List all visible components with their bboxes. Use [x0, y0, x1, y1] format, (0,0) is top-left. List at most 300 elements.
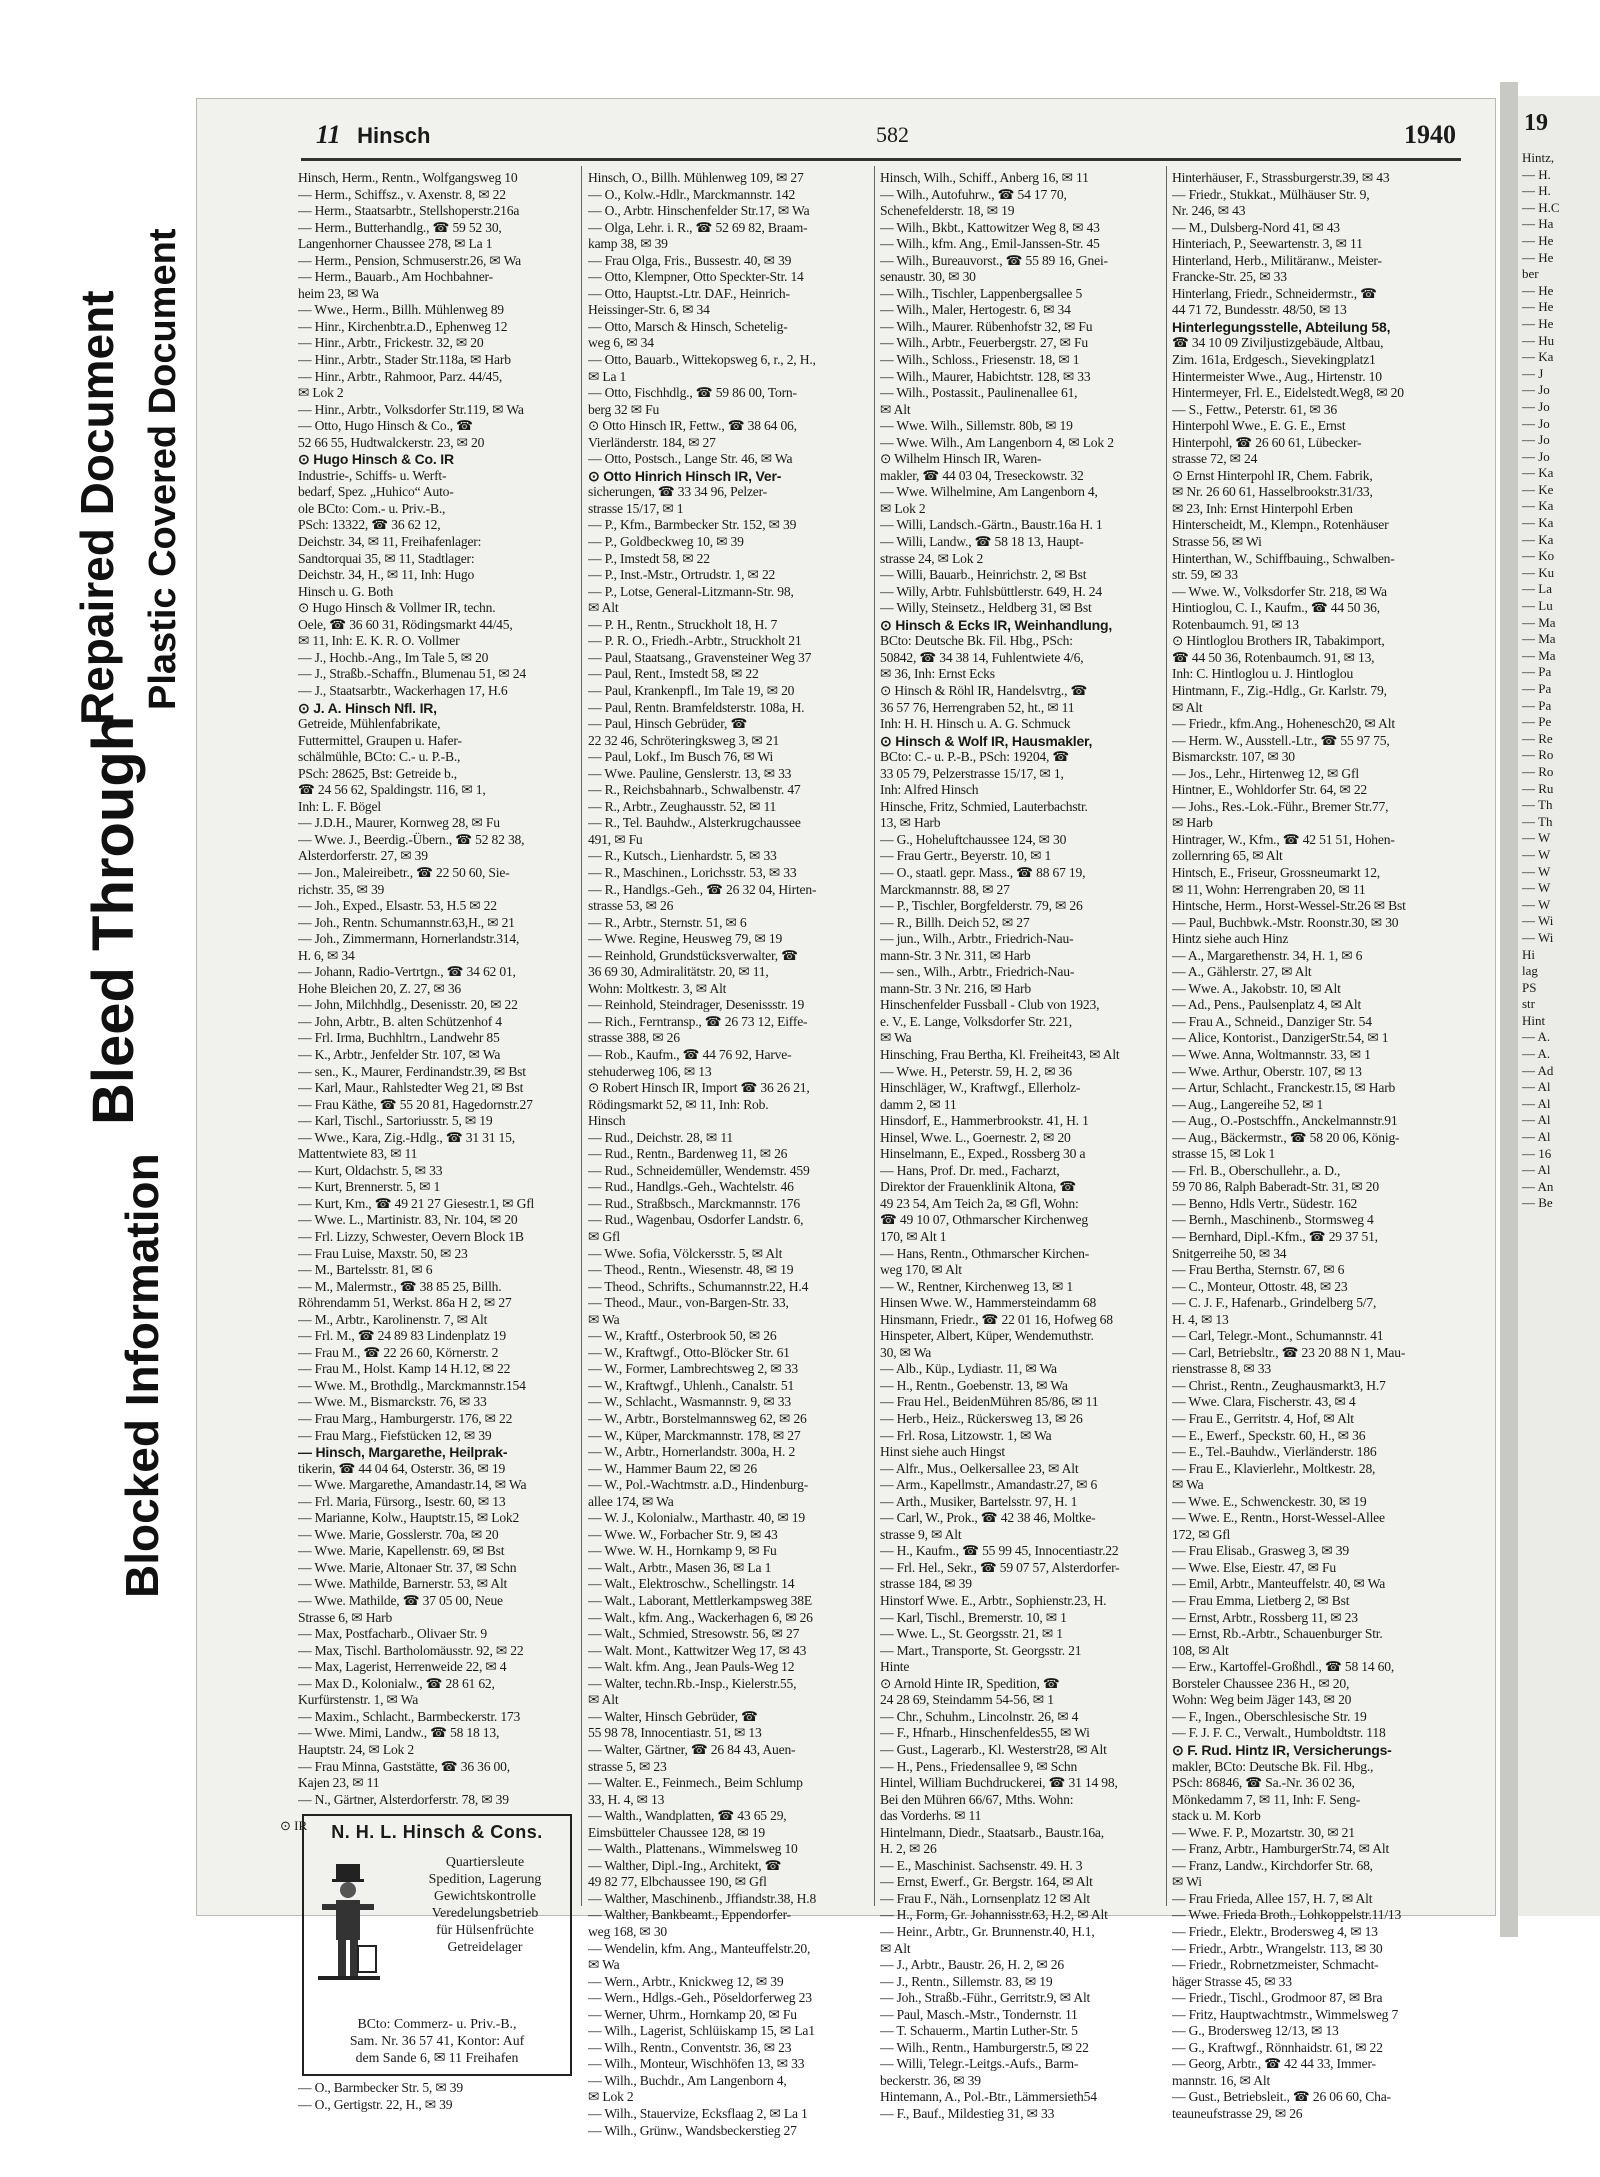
directory-entry: — Walth., Plattenans., Wimmelsweg 10: [588, 1841, 798, 1857]
directory-entry: ✉ Alt: [880, 1940, 911, 1956]
directory-entry: 108, ✉ Alt: [1172, 1642, 1229, 1658]
directory-entry: — Paul, Hinsch Gebrüder, ☎: [588, 716, 748, 732]
directory-entry: — S., Fettw., Peterstr. 61, ✉ 36: [1172, 401, 1337, 417]
directory-entry: — Max, Postfacharb., Olivaer Str. 9: [298, 1626, 487, 1642]
directory-entry: — Johs., Res.-Lok.-Führ., Bremer Str.77,: [1172, 798, 1389, 814]
directory-entry: — Wwe. A., Jakobstr. 10, ✉ Alt: [1172, 980, 1341, 996]
directory-entry: ☎ 34 10 09 Ziviljustizgebäude, Altbau,: [1172, 335, 1384, 351]
directory-entry: — W., Hammer Baum 22, ✉ 26: [588, 1460, 757, 1476]
next-page-fragment: — Jo: [1522, 382, 1550, 398]
directory-entry: — R., Arbtr., Zeughausstr. 52, ✉ 11: [588, 798, 777, 814]
next-page-fragment: — He: [1522, 315, 1554, 331]
directory-entry: — Hinsch, Margarethe, Heilprak-: [298, 1444, 508, 1461]
next-page-fragment: — Ma: [1522, 647, 1556, 663]
directory-entry: — Friedr., Stukkat., Mülhäuser Str. 9,: [1172, 186, 1370, 202]
directory-entry: Hintioglou, C. I., Kaufm., ☎ 44 50 36,: [1172, 600, 1380, 616]
next-page-fragment: — Jo: [1522, 432, 1550, 448]
next-page-fragment: — Ma: [1522, 614, 1556, 630]
directory-entry: — M., Dulsberg-Nord 41, ✉ 43: [1172, 219, 1340, 235]
directory-entry: — R., Reichsbahnarb., Schwalbenstr. 47: [588, 782, 801, 798]
directory-entry: ✉ Gfl: [588, 1229, 620, 1244]
directory-entry: — Wilh., kfm. Ang., Emil-Janssen-Str. 45: [880, 236, 1100, 252]
next-page-fragment: — Al: [1522, 1129, 1551, 1145]
directory-entry: — R., Tel. Bauhdw., Alsterkrugchaussee: [588, 815, 801, 831]
next-page-fragment: — He: [1522, 232, 1554, 248]
directory-entry: — Wwe. W. H., Hornkamp 9, ✉ Fu: [588, 1543, 777, 1559]
directory-entry: — P., Kfm., Barmbecker Str. 152, ✉ 39: [588, 517, 797, 533]
next-page-fragment: — Wi: [1522, 929, 1554, 945]
directory-entry: — Wwe. Wilh., Sillemstr. 80b, ✉ 19: [880, 418, 1073, 434]
directory-entry: — Wwe. Arthur, Oberstr. 107, ✉ 13: [1172, 1063, 1362, 1079]
directory-entry: — jun., Wilh., Arbtr., Friedrich-Nau-: [880, 931, 1074, 947]
next-page-fragment: — Ka: [1522, 531, 1554, 547]
directory-entry: Hinsche, Fritz, Schmied, Lauterbachstr.: [880, 798, 1088, 814]
directory-entry: — Paul, Lokf., Im Busch 76, ✉ Wi: [588, 749, 774, 765]
directory-entry: — Otto, Bauarb., Wittekopsweg 6, r., 2, H.,: [588, 352, 816, 368]
next-page-year: 19: [1524, 110, 1548, 136]
directory-entry: 55 98 78, Innocentiastr. 51, ✉ 13: [588, 1725, 762, 1741]
directory-entry: strasse 15, ✉ Lok 1: [1172, 1146, 1276, 1162]
directory-entry: — Carl, W., Prok., ☎ 42 38 46, Moltke-: [880, 1510, 1096, 1526]
directory-entry: — Frau Elisab., Grasweg 3, ✉ 39: [1172, 1543, 1349, 1559]
directory-entry: ✉ Wa: [1172, 1477, 1204, 1493]
directory-entry: — Wwe. J., Beerdig.-Übern., ☎ 52 82 38,: [298, 831, 525, 847]
directory-entry: ✉ Alt: [880, 401, 911, 417]
directory-entry: — Wwe. Else, Eiestr. 47, ✉ Fu: [1172, 1559, 1336, 1575]
directory-entry: H. 6, ✉ 34: [298, 947, 355, 963]
directory-entry: Hintemann, A., Pol.-Btr., Lämmersieth54: [880, 2089, 1097, 2105]
advertisement-box: [280, 1814, 572, 2076]
directory-entry: — Walt., kfm. Ang., Wackerhagen 6, ✉ 26: [588, 1609, 813, 1625]
ad-line: Quartiersleute: [445, 1854, 525, 1870]
directory-entry: — Hinr., Arbtr., Stader Str.118a, ✉ Harb: [298, 352, 511, 368]
directory-entry: rienstrasse 8, ✉ 33: [1172, 1361, 1271, 1377]
directory-entry: weg 6, ✉ 34: [588, 335, 654, 351]
directory-entry: Hinterhäuser, F., Strassburgerstr.39, ✉ 43: [1172, 170, 1390, 185]
directory-entry: — Wilh., Grünw., Wandsbeckerstieg 27: [588, 2122, 797, 2138]
directory-entry: — John, Arbtr., B. alten Schützenhof 4: [298, 1013, 502, 1029]
directory-entry: Direktor der Frauenklinik Altona, ☎: [880, 1179, 1077, 1195]
directory-entry: — Rud., Deichstr. 28, ✉ 11: [588, 1129, 734, 1145]
next-page-fragment: — Ko: [1522, 548, 1555, 564]
directory-entry: — Bernhard, Dipl.-Kfm., ☎ 29 37 51,: [1172, 1229, 1378, 1244]
next-page-fragment: — He: [1522, 282, 1554, 298]
directory-entry: Hinsch: [588, 1113, 626, 1129]
directory-entry: — Walter, techn.Rb.-Insp., Kielerstr.55,: [588, 1675, 797, 1691]
directory-entry: — H., Form, Gr. Johannisstr.63, H.2, ✉ Alt: [880, 1907, 1108, 1923]
directory-entry: — Herm., Schiffsz., v. Axenstr. 8, ✉ 22: [298, 186, 506, 202]
directory-entry: strasse 15/17, ✉ 1: [588, 500, 684, 516]
directory-entry: — Hans, Prof. Dr. med., Facharzt,: [880, 1162, 1060, 1178]
blocked-information-label: Blocked Information: [116, 1153, 168, 1598]
directory-entry: — J., Staatsarbtr., Wackerhagen 17, H.6: [298, 682, 508, 698]
directory-entry: 24 28 69, Steindamm 54-56, ✉ 1: [880, 1692, 1054, 1708]
next-page-fragment: — Th: [1522, 813, 1553, 829]
directory-entry: Kurfürstenstr. 1, ✉ Wa: [298, 1692, 419, 1708]
directory-entry: 49 82 77, Elbchaussee 190, ✉ Gfl: [588, 1874, 767, 1890]
next-page-fragment: — Ru: [1522, 780, 1554, 796]
directory-entry: ✉ Nr. 26 60 61, Hasselbrookstr.31/33,: [1172, 484, 1373, 500]
directory-entry: — Wilh., Stauervize, Ecksflaag 2, ✉ La 1: [588, 2105, 808, 2121]
directory-entry: ⊙ F. Rud. Hintz IR, Versicherungs-: [1172, 1741, 1392, 1758]
next-page-fragment: Hintz,: [1522, 150, 1555, 165]
directory-entry: 33 05 79, Pelzerstrasse 15/17, ✉ 1,: [880, 765, 1064, 781]
directory-entry: — Joh., Rentn. Schumannstr.63,H., ✉ 21: [298, 914, 515, 930]
ad-contact-line: Sam. Nr. 36 57 41, Kontor: Auf: [349, 2033, 525, 2049]
directory-entry: — Frau Käthe, ☎ 55 20 81, Hagedornstr.27: [298, 1096, 533, 1112]
directory-entry: makler, ☎ 44 03 04, Treseckowstr. 32: [880, 467, 1084, 483]
directory-entry: — Rud., Rentn., Bardenweg 11, ✉ 26: [588, 1146, 788, 1162]
directory-entry: — O., Arbtr. Hinschenfelder Str.17, ✉ Wa: [588, 203, 810, 219]
directory-entry: Kajen 23, ✉ 11: [298, 1775, 380, 1791]
directory-entry: ✉ Lok 2: [880, 500, 926, 516]
next-page-fragment: ber: [1522, 266, 1539, 282]
directory-entry: — Wwe., Herm., Billh. Mühlenweg 89: [298, 302, 504, 318]
directory-entry: — Wwe. Marie, Gosslerstr. 70a, ✉ 20: [298, 1526, 499, 1542]
directory-entry: ⊙ Otto Hinsch IR, Fettw., ☎ 38 64 06,: [588, 418, 797, 434]
directory-entry: — Wwe. Margarethe, Amandastr.14, ✉ Wa: [298, 1477, 527, 1493]
directory-entry: Inh: Alfred Hinsch: [880, 782, 979, 798]
directory-entry: — Arm., Kapellmstr., Amandastr.27, ✉ 6: [880, 1477, 1098, 1493]
directory-entry: — Fritz, Hauptwachtmstr., Wimmelsweg 7: [1172, 2006, 1399, 2022]
directory-entry: — Wwe. Mathilde, Barnerstr. 53, ✉ Alt: [298, 1576, 508, 1592]
column-1: [280, 170, 576, 2113]
directory-entry: — W., Kraftwgf., Otto-Blöcker Str. 61: [588, 1344, 790, 1360]
directory-entry: — R., Kutsch., Lienhardstr. 5, ✉ 33: [588, 848, 777, 864]
directory-entry: ⊙ Hugo Hinsch & Vollmer IR, techn.: [298, 600, 496, 616]
ad-services: [406, 1853, 564, 1955]
directory-entry: — Christ., Rentn., Zeughausmarkt3, H.7: [1172, 1377, 1386, 1393]
directory-entry: ✉ Wi: [1172, 1874, 1202, 1890]
directory-entry: — Rud., Straßbsch., Marckmannstr. 176: [588, 1195, 800, 1211]
directory-entry: ⊙ Hinsch & Wolf IR, Hausmakler,: [880, 732, 1093, 749]
directory-entry: — Frau Marg., Fiefstücken 12, ✉ 39: [298, 1427, 492, 1443]
directory-entry: Hinsch u. G. Both: [298, 583, 394, 599]
directory-entry: Hinte: [880, 1659, 910, 1675]
directory-entry: — Rud., Handlgs.-Geh., Wachtelstr. 46: [588, 1179, 794, 1195]
directory-entry: — K., Arbtr., Jenfelder Str. 107, ✉ Wa: [298, 1046, 501, 1062]
directory-entry: Hauptstr. 24, ✉ Lok 2: [298, 1741, 414, 1757]
directory-entry: Hinspeter, Albert, Küper, Wendemuthstr.: [880, 1328, 1094, 1344]
directory-entry: — W., Küper, Marckmannstr. 178, ✉ 27: [588, 1427, 801, 1443]
directory-entry: — sen., K., Maurer, Ferdinandstr.39, ✉ Bst: [298, 1063, 526, 1079]
directory-entry: — Rich., Ferntransp., ☎ 26 73 12, Eiffe-: [588, 1013, 808, 1029]
directory-entry: ⊙ Hinsch & Ecks IR, Weinhandlung,: [880, 616, 1113, 633]
directory-entry: — Alb., Küp., Lydiastr. 11, ✉ Wa: [880, 1361, 1057, 1377]
directory-entry: bedarf, Spez. „Huhico“ Auto-: [298, 484, 454, 500]
next-page-fragment: — Be: [1522, 1195, 1553, 1211]
column-4: [1172, 170, 1450, 2123]
directory-entry: — C. J. F., Hafenarb., Grindelberg 5/7,: [1172, 1295, 1377, 1311]
directory-entry: — Wilh., Bkbt., Kattowitzer Weg 8, ✉ 43: [880, 219, 1100, 235]
directory-entry: — Franz, Landw., Kirchdorfer Str. 68,: [1172, 1857, 1373, 1873]
directory-entry: — J., Hochb.-Ang., Im Tale 5, ✉ 20: [298, 649, 489, 665]
directory-entry: — Friedr., Elektr., Brodersweg 4, ✉ 13: [1172, 1923, 1378, 1939]
directory-entry: Hinterlang, Friedr., Schneidermstr., ☎: [1172, 285, 1377, 301]
directory-entry: — Wilh., Maurer. Rübenhofstr 32, ✉ Fu: [880, 318, 1093, 334]
directory-entry: Strasse 56, ✉ Wi: [1172, 534, 1262, 550]
directory-entry: — Wilh., Bureauvorst., ☎ 55 89 16, Gnei-: [880, 252, 1108, 268]
directory-entry: — Walth., Wandplatten, ☎ 43 65 29,: [588, 1808, 787, 1824]
directory-entry: senaustr. 30, ✉ 30: [880, 269, 976, 285]
directory-entry: — Werner, Uhrm., Hornkamp 20, ✉ Fu: [588, 2006, 797, 2022]
directory-entry: — Artur, Schlacht., Franckestr.15, ✉ Harb: [1172, 1080, 1396, 1096]
directory-entry: Mönkedamm 7, ✉ 11, Inh: F. Seng-: [1172, 1791, 1361, 1807]
directory-entry: — Paul, Krankenpfl., Im Tale 19, ✉ 20: [588, 682, 795, 698]
directory-entry: Hinteriach, P., Seewartenstr. 3, ✉ 11: [1172, 236, 1363, 252]
directory-entry: — Max D., Kolonialw., ☎ 28 61 62,: [298, 1675, 495, 1691]
directory-entry: — Walter, Gärtner, ☎ 26 84 43, Auen-: [588, 1741, 796, 1757]
directory-entry: H. 2, ✉ 26: [880, 1841, 937, 1857]
directory-entry: — C., Monteur, Ottostr. 48, ✉ 23: [1172, 1278, 1348, 1294]
directory-entry: berg 32 ✉ Fu: [588, 401, 660, 417]
directory-entry: — Wwe. Pauline, Genslerstr. 13, ✉ 33: [588, 765, 792, 781]
directory-entry: H. 4, ✉ 13: [1172, 1311, 1229, 1327]
next-page-fragment: PS: [1522, 979, 1537, 995]
next-page-fragment: — Al: [1522, 1112, 1551, 1128]
directory-entry: — Walt., Schmied, Stresowstr. 56, ✉ 27: [588, 1626, 800, 1642]
next-page-fragment: — Jo: [1522, 448, 1550, 464]
next-page-fragment: — Ha: [1522, 216, 1554, 232]
directory-entry: Futtermittel, Graupen u. Hafer-: [298, 732, 462, 748]
directory-entry: Francke-Str. 25, ✉ 33: [1172, 269, 1287, 285]
directory-entry: Hintelmann, Diedr., Staatsarb., Baustr.16a,: [880, 1824, 1104, 1840]
directory-entry: beckerstr. 36, ✉ 39: [880, 2072, 981, 2088]
page-edge: [1500, 82, 1518, 1937]
directory-entry: 172, ✉ Gfl: [1172, 1526, 1231, 1542]
directory-entry: strasse 184, ✉ 39: [880, 1576, 972, 1592]
directory-entry: — Arth., Musiker, Bartelsstr. 97, H. 1: [880, 1493, 1078, 1509]
directory-entry: — Ad., Pens., Paulsenplatz 4, ✉ Alt: [1172, 997, 1362, 1013]
directory-entry: — Rud., Schneidemüller, Wendemstr. 459: [588, 1162, 810, 1178]
directory-entry: Borsteler Chaussee 236 H., ✉ 20,: [1172, 1675, 1350, 1691]
directory-entry: — Paul, Rent., Imstedt 58, ✉ 22: [588, 666, 759, 682]
directory-entry: — Jon., Maleireibetr., ☎ 22 50 60, Sie-: [298, 864, 510, 880]
directory-entry: — Rud., Wagenbau, Osdorfer Landstr. 6,: [588, 1212, 804, 1228]
next-page-fragment: — W: [1522, 863, 1551, 879]
directory-entry: — Wilh., Maurer, Habichtstr. 128, ✉ 33: [880, 368, 1091, 384]
directory-entry: — Wwe. Mathilde, ☎ 37 05 00, Neue: [298, 1593, 503, 1609]
directory-entry: — Wilh., Lagerist, Schlüiskamp 15, ✉ La1: [588, 2023, 815, 2039]
directory-entry: — Paul, Staatsang., Gravensteiner Weg 37: [588, 649, 812, 665]
directory-entry: häger Strasse 45, ✉ 33: [1172, 1973, 1292, 1989]
directory-entry: Strasse 6, ✉ Harb: [298, 1609, 393, 1625]
directory-entry: ✉ Harb: [1172, 815, 1213, 831]
directory-entry: — Wwe. Mimi, Landw., ☎ 58 18 13,: [298, 1725, 500, 1741]
directory-entry: — Willi, Bauarb., Heinrichstr. 2, ✉ Bst: [880, 567, 1087, 583]
directory-entry: — Kurt, Oldachstr. 5, ✉ 33: [298, 1162, 443, 1178]
directory-entry: Hintsche, Herm., Horst-Wessel-Str.26 ✉ Bst: [1172, 898, 1406, 914]
directory-entry: Bismarckstr. 107, ✉ 30: [1172, 749, 1295, 765]
next-page-fragment: — Jo: [1522, 415, 1550, 431]
directory-entry: Hinselmann, E., Exped., Rossberg 30 a: [880, 1146, 1086, 1162]
directory-entry: ✉ Lok 2: [588, 2089, 634, 2105]
directory-entry: — Frau F., Näh., Lornsenplatz 12 ✉ Alt: [880, 1890, 1090, 1906]
directory-entry: — Erw., Kartoffel-Großhdl., ☎ 58 14 60,: [1172, 1659, 1395, 1675]
directory-entry: ✉ 36, Inh: Ernst Ecks: [880, 666, 995, 682]
directory-page: [196, 98, 1496, 2138]
directory-entry: BCto: Deutsche Bk. Fil. Hbg., PSch:: [880, 633, 1073, 649]
ad-mark: ⊙ IR: [280, 1818, 308, 1834]
directory-entry: Snitgerreihe 50, ✉ 34: [1172, 1245, 1287, 1261]
next-page-fragment: — An: [1522, 1178, 1554, 1194]
directory-entry: — W., Schlacht., Wasmannstr. 9, ✉ 33: [588, 1394, 791, 1410]
directory-entry: Hinschenfelder Fussball - Club von 1923,: [880, 997, 1100, 1013]
directory-entry: — E., Tel.-Bauhdw., Vierländerstr. 186: [1172, 1444, 1377, 1460]
directory-entry: Hinschläger, W., Kraftwgf., Ellerholz-: [880, 1080, 1081, 1096]
next-page-fragment: — Ke: [1522, 481, 1554, 497]
directory-entry: — Wwe. F. P., Mozartstr. 30, ✉ 21: [1172, 1824, 1355, 1840]
ad-line: Gewichtskontrolle: [434, 1888, 536, 1904]
next-page-fragment: — Pa: [1522, 697, 1552, 713]
directory-entry: 44 71 72, Bundesstr. 48/50, ✉ 13: [1172, 302, 1347, 318]
directory-entry: — Walther, Bankbeamt., Eppendorfer-: [588, 1907, 791, 1923]
directory-entry: — Frau Emma, Lietberg 2, ✉ Bst: [1172, 1593, 1350, 1609]
directory-entry: — Paul, Masch.-Mstr., Tondernstr. 11: [880, 2006, 1078, 2022]
directory-entry: — Frl. Lizzy, Schwester, Oevern Block 1B: [298, 1229, 524, 1244]
directory-entry: Sandtorquai 35, ✉ 11, Stadtlager:: [298, 550, 475, 566]
directory-entry: Inh: C. Hintloglou u. J. Hintloglou: [1172, 666, 1354, 682]
directory-entry: — Heinr., Arbtr., Gr. Brunnenstr.40, H.1,: [880, 1923, 1095, 1939]
next-page-fragment: — Re: [1522, 730, 1553, 746]
directory-entry: — Paul, Buchbwk.-Mstr. Roonstr.30, ✉ 30: [1172, 914, 1399, 930]
directory-entry: sicherungen, ☎ 33 34 96, Pelzer-: [588, 484, 768, 500]
directory-entry: — Frl. Maria, Fürsorg., Isestr. 60, ✉ 13: [298, 1493, 506, 1509]
directory-entry: — Frau M., Holst. Kamp 14 H.12, ✉ 22: [298, 1361, 511, 1377]
directory-entry: — Otto, Hauptst.-Ltr. DAF., Heinrich-: [588, 285, 790, 301]
directory-entry: Hinterpohl Wwe., E. G. E., Ernst: [1172, 418, 1346, 434]
directory-entry: — Theod., Rentn., Wiesenstr. 48, ✉ 19: [588, 1262, 794, 1278]
directory-entry: Hinsdorf, E., Hammerbrookstr. 41, H. 1: [880, 1113, 1089, 1129]
next-page-fragment: str: [1522, 996, 1535, 1012]
directory-entry: — Wwe. Marie, Altonaer Str. 37, ✉ Schn: [298, 1559, 517, 1575]
directory-entry: — M., Arbtr., Karolinenstr. 7, ✉ Alt: [298, 1311, 488, 1327]
directory-entry: 52 66 55, Hudtwalckerstr. 23, ✉ 20: [298, 434, 485, 450]
directory-entry: mannstr. 16, ✉ Alt: [1172, 2072, 1271, 2088]
directory-entry: — Frau E., Klavierlehr., Moltkestr. 28,: [1172, 1460, 1376, 1476]
directory-entry: — T. Schauerm., Martin Luther-Str. 5: [880, 2023, 1078, 2039]
directory-entry: Inh: L. F. Bögel: [298, 798, 381, 814]
directory-entry: Hohe Bleichen 20, Z. 27, ✉ 36: [298, 980, 462, 996]
page-header: [316, 118, 1456, 152]
directory-entry: — P., Imstedt 58, ✉ 22: [588, 550, 710, 566]
directory-entry: stack u. M. Korb: [1172, 1808, 1261, 1824]
directory-entry: — Frau Minna, Gaststätte, ☎ 36 36 00,: [298, 1758, 510, 1774]
directory-entry: 59 70 86, Ralph Baberadt-Str. 31, ✉ 20: [1172, 1179, 1379, 1195]
directory-entry: strasse 53, ✉ 26: [588, 898, 674, 914]
directory-entry: heim 23, ✉ Wa: [298, 285, 379, 301]
column-divider: [874, 166, 875, 1906]
directory-entry: 33, H. 4, ✉ 13: [588, 1791, 665, 1807]
directory-entry: — W., Pol.-Wachtmstr. a.D., Hindenburg-: [588, 1477, 809, 1493]
next-page-fragment: — Ma: [1522, 631, 1556, 647]
next-page-fragment: — A.: [1522, 1046, 1551, 1062]
directory-entry: — Joh., Straßb.-Führ., Gerritstr.9, ✉ Alt: [880, 1990, 1091, 2006]
next-page-fragment: — Ka: [1522, 498, 1554, 514]
directory-entry: — Frau Luise, Maxstr. 50, ✉ 23: [298, 1245, 468, 1261]
directory-entry: — Wwe., Kara, Zig.-Hdlg., ☎ 31 31 15,: [298, 1129, 515, 1145]
directory-entry: e. V., E. Lange, Volksdorfer Str. 221,: [880, 1013, 1072, 1029]
directory-entry: das Vorderhs. ✉ 11: [880, 1808, 982, 1824]
directory-entry: — Wwe. Anna, Woltmannstr. 33, ✉ 1: [1172, 1046, 1371, 1062]
directory-entry: — O., Gertigstr. 22, H., ✉ 39: [298, 2096, 453, 2112]
directory-entry: — Wwe. Wilhelmine, Am Langenborn 4,: [880, 484, 1098, 500]
directory-entry: — Wwe. Clara, Fischerstr. 43, ✉ 4: [1172, 1394, 1356, 1410]
directory-entry: ⊙ Hintloglou Brothers IR, Tabakimport,: [1172, 633, 1385, 649]
directory-entry: Hinsmann, Friedr., ☎ 22 01 16, Hofweg 68: [880, 1311, 1113, 1327]
page-number: 582: [876, 122, 909, 147]
directory-entry: Hinterthan, W., Schiffbauing., Schwalben-: [1172, 550, 1395, 566]
directory-entry: — Reinhold, Steindrager, Desenissstr. 19: [588, 997, 805, 1013]
directory-entry: str. 59, ✉ 33: [1172, 567, 1238, 583]
next-page-fragment: — Pe: [1522, 714, 1552, 730]
directory-entry: kamp 38, ✉ 39: [588, 236, 668, 252]
directory-entry: ✉ Wa: [588, 1311, 620, 1327]
directory-entry: — Frau Frieda, Allee 157, H. 7, ✉ Alt: [1172, 1890, 1373, 1906]
next-page-fragment: — Th: [1522, 797, 1553, 813]
directory-entry: — Franz, Arbtr., HamburgerStr.74, ✉ Alt: [1172, 1841, 1390, 1857]
directory-entry: — R., Maschinen., Lorichsstr. 53, ✉ 33: [588, 864, 797, 880]
directory-entry: — Herm., Butterhandlg., ☎ 59 52 30,: [298, 219, 502, 235]
directory-entry: — Wwe. L., St. Georgsstr. 21, ✉ 1: [880, 1626, 1063, 1642]
directory-entry: — Wwe. Frieda Broth., Lohkoppelstr.11/13: [1172, 1907, 1402, 1923]
next-page-fragment: — He: [1522, 299, 1554, 315]
directory-entry: Wohn: Moltkestr. 3, ✉ Alt: [588, 980, 727, 996]
directory-entry: richstr. 35, ✉ 39: [298, 881, 385, 897]
directory-entry: — P., Lotse, General-Litzmann-Str. 98,: [588, 583, 794, 599]
directory-entry: — Emil, Arbtr., Manteuffelstr. 40, ✉ Wa: [1172, 1576, 1386, 1592]
directory-entry: — Wilh., Rentn., Conventstr. 36, ✉ 23: [588, 2039, 792, 2055]
directory-entry: — W. J., Kolonialw., Marthastr. 40, ✉ 19: [588, 1510, 805, 1526]
directory-entry: strasse 5, ✉ 23: [588, 1758, 667, 1774]
directory-entry: — Ernst, Arbtr., Rossberg 11, ✉ 23: [1172, 1609, 1358, 1625]
directory-entry: — Joh., Zimmermann, Hornerlandstr.314,: [298, 931, 520, 947]
directory-entry: — Frl. M., ☎ 24 89 83 Lindenplatz 19: [298, 1328, 506, 1344]
header-left: [316, 120, 430, 150]
next-page-fragment: — Ro: [1522, 763, 1554, 779]
directory-entry: — Walther, Maschinenb., Jffiandstr.38, H.8: [588, 1890, 817, 1906]
directory-entry: — H., Kaufm., ☎ 55 99 45, Innocentiastr.22: [880, 1543, 1119, 1559]
directory-entry: — P., Tischler, Borgfelderstr. 79, ✉ 26: [880, 898, 1083, 914]
directory-entry: weg 168, ✉ 30: [588, 1923, 668, 1939]
directory-entry: Deichstr. 34, ✉ 11, Freihafenlager:: [298, 534, 482, 550]
directory-entry: — Paul, Rentn. Bramfeldsterstr. 108a, H.: [588, 699, 805, 715]
directory-entry: — F., Ingen., Oberschlesische Str. 19: [1172, 1708, 1367, 1724]
column-divider: [581, 166, 582, 1906]
directory-entry: — P. R. O., Friedh.-Arbtr., Struckholt 21: [588, 633, 802, 649]
directory-entry: ⊙ Hugo Hinsch & Co. IR: [298, 451, 454, 468]
directory-entry: Hinterlegungsstelle, Abteilung 58,: [1172, 318, 1391, 335]
directory-entry: — R., Handlgs.-Geh., ☎ 26 32 04, Hirten-: [588, 881, 817, 897]
directory-entry: — Wwe. W., Forbacher Str. 9, ✉ 43: [588, 1526, 778, 1542]
directory-entry: — M., Malermstr., ☎ 38 85 25, Billh.: [298, 1278, 502, 1294]
directory-entry: Wohn: Weg beim Jäger 143, ✉ 20: [1172, 1692, 1352, 1708]
next-page-fragment: — H.: [1522, 183, 1551, 199]
directory-entry: — Frau A., Schneid., Danziger Str. 54: [1172, 1013, 1372, 1029]
directory-entry: — Max, Tischl. Bartholomäusstr. 92, ✉ 22: [298, 1642, 524, 1658]
directory-entry: — Frau Bertha, Sternstr. 67, ✉ 6: [1172, 1262, 1345, 1278]
directory-entry: — Wwe. Marie, Kapellenstr. 69, ✉ Bst: [298, 1543, 505, 1559]
directory-entry: ✉ Alt: [588, 1692, 619, 1708]
directory-entry: — Wilh., Arbtr., Feuerbergstr. 27, ✉ Fu: [880, 335, 1088, 351]
directory-entry: Eimsbütteler Chaussee 128, ✉ 19: [588, 1824, 765, 1840]
directory-entry: — Gust., Lagerarb., Kl. Westerstr28, ✉ Alt: [880, 1741, 1107, 1757]
next-page-fragment: — H.: [1522, 166, 1551, 182]
directory-entry: — Ernst, Ewerf., Gr. Bergstr. 164, ✉ Alt: [880, 1874, 1093, 1890]
directory-entry: — E., Ewerf., Speckstr. 60, H., ✉ 36: [1172, 1427, 1366, 1443]
ad-line: Veredelungsbetrieb: [431, 1905, 539, 1921]
directory-entry: — R., Billh. Deich 52, ✉ 27: [880, 914, 1030, 930]
